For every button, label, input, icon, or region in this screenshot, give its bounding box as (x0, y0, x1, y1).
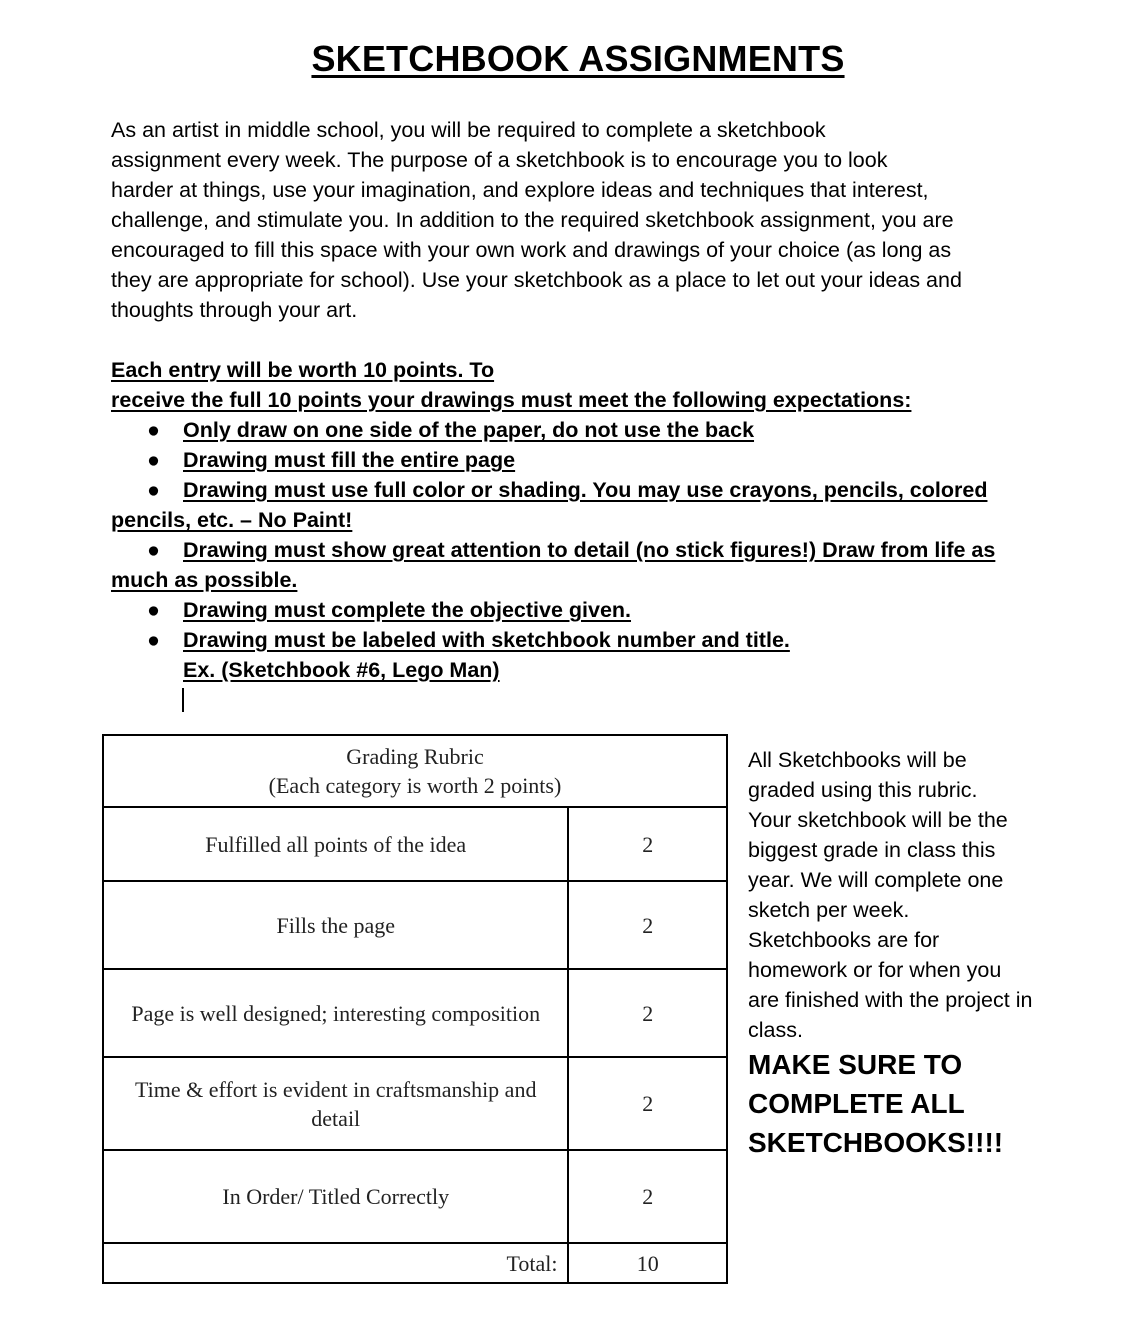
expectation-example: Ex. (Sketchbook #6, Lego Man) (183, 658, 500, 682)
side-note-line: homework or for when you (748, 958, 1002, 982)
bullet-icon: ● (147, 628, 160, 652)
rubric-criterion: Fills the page (103, 881, 568, 969)
rubric-total-row (103, 1243, 727, 1283)
bullet-icon: ● (147, 478, 160, 502)
rubric-criterion: Page is well designed; interesting composition (103, 969, 568, 1057)
bullet-icon: ● (147, 538, 160, 562)
grading-rubric-table (102, 734, 728, 1284)
intro-line: challenge, and stimulate you. In addition to the required sketchbook assignment, you are (111, 208, 954, 232)
intro-line: thoughts through your art. (111, 298, 358, 322)
text-cursor (182, 688, 184, 712)
side-note-line: class. (748, 1018, 803, 1042)
intro-line: encouraged to fill this space with your own work and drawings of your choice (as long as (111, 238, 952, 262)
side-note-line: All Sketchbooks will be (748, 748, 967, 772)
reminder-line: MAKE SURE TO (748, 1049, 963, 1080)
expectations-section (111, 355, 1051, 685)
side-note-line: Sketchbooks are for (748, 928, 940, 952)
reminder-callout (748, 1045, 1078, 1162)
side-note-line: are finished with the project in (748, 988, 1033, 1012)
rubric-title: Grading Rubric (346, 744, 484, 769)
bullet-icon: ● (147, 448, 160, 472)
expectation-bullet (111, 535, 1051, 565)
expectation-bullet (111, 475, 1051, 505)
rubric-criterion: In Order/ Titled Correctly (103, 1150, 568, 1243)
expectation-bullet (111, 445, 1051, 475)
rubric-points: 2 (568, 1057, 727, 1150)
side-note-line: year. We will complete one (748, 868, 1004, 892)
rubric-side-note (748, 745, 1068, 1045)
rubric-row (103, 881, 727, 969)
expectations-heading-line: receive the full 10 points your drawings must meet the following expectations: (111, 388, 912, 412)
expectation-text: Drawing must show great attention to detail (no stick figures!) Draw from life as (183, 538, 996, 562)
rubric-subtitle: (Each category is worth 2 points) (268, 773, 562, 798)
expectation-bullet (111, 625, 1051, 655)
expectation-text: Drawing must complete the objective given. (183, 598, 632, 622)
intro-paragraph (111, 115, 1021, 325)
rubric-criterion: Time & effort is evident in craftsmanship and detail (103, 1057, 568, 1150)
rubric-header (103, 735, 727, 807)
rubric-row (103, 969, 727, 1057)
intro-line: harder at things, use your imagination, and explore ideas and techniques that interest, (111, 178, 929, 202)
reminder-line: SKETCHBOOKS!!!! (748, 1127, 1004, 1158)
rubric-row (103, 1150, 727, 1243)
page-title: SKETCHBOOK ASSIGNMENTS (311, 38, 845, 79)
rubric-points: 2 (568, 969, 727, 1057)
side-note-line: biggest grade in class this (748, 838, 996, 862)
expectation-text: Drawing must fill the entire page (183, 448, 516, 472)
rubric-row (103, 807, 727, 881)
intro-line: assignment every week. The purpose of a sketchbook is to encourage you to look (111, 148, 888, 172)
expectation-text: Drawing must be labeled with sketchbook number and title. (183, 628, 790, 652)
side-note-line: graded using this rubric. (748, 778, 978, 802)
rubric-points: 2 (568, 1150, 727, 1243)
expectation-bullet (111, 415, 1051, 445)
expectation-continuation: pencils, etc. – No Paint! (111, 508, 353, 532)
expectations-heading-line: Each entry will be worth 10 points. To (111, 358, 495, 382)
side-note-line: Your sketchbook will be the (748, 808, 1008, 832)
rubric-total-label: Total: (103, 1243, 568, 1283)
rubric-header-row (103, 735, 727, 807)
expectation-continuation: much as possible. (111, 568, 298, 592)
rubric-criterion: Fulfilled all points of the idea (103, 807, 568, 881)
rubric-total-value: 10 (568, 1243, 727, 1283)
intro-line: they are appropriate for school). Use your sketchbook as a place to let out your ideas and (111, 268, 962, 292)
rubric-points: 2 (568, 881, 727, 969)
rubric-points: 2 (568, 807, 727, 881)
rubric-row (103, 1057, 727, 1150)
expectation-text: Only draw on one side of the paper, do not use the back (183, 418, 755, 442)
bullet-icon: ● (147, 598, 160, 622)
expectation-text: Drawing must use full color or shading. You may use crayons, pencils, colored (183, 478, 988, 502)
expectation-bullet (111, 595, 1051, 625)
intro-line: As an artist in middle school, you will be required to complete a sketchbook (111, 118, 826, 142)
side-note-line: sketch per week. (748, 898, 910, 922)
reminder-line: COMPLETE ALL (748, 1088, 965, 1119)
bullet-icon: ● (147, 418, 160, 442)
